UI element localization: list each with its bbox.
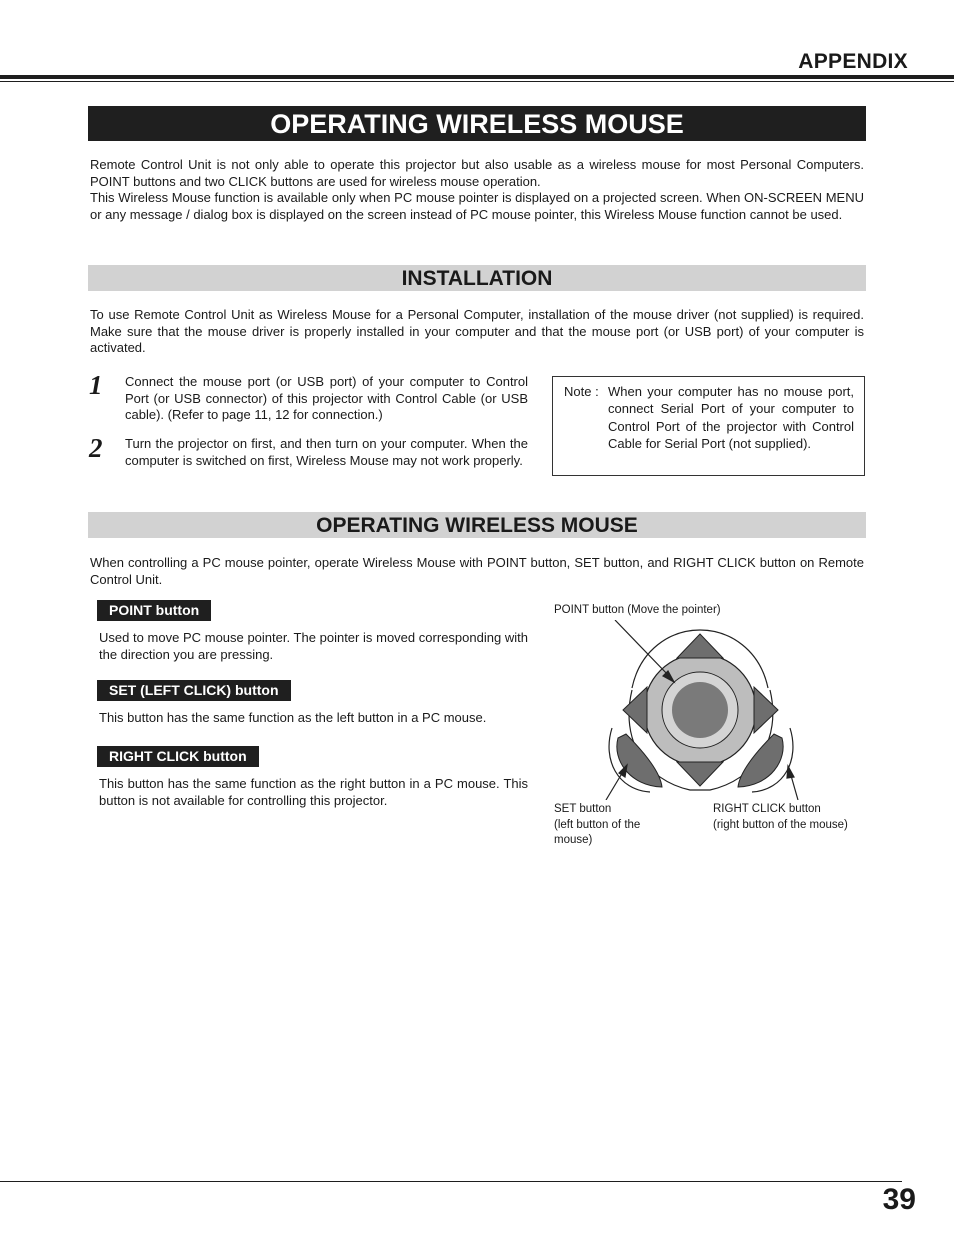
page-title: OPERATING WIRELESS MOUSE <box>88 106 866 141</box>
intro-paragraph-2: This Wireless Mouse function is available only when PC mouse pointer is displayed on a projected screen. When ON-SCREEN MENU or any message / dialog box is displayed on the screen instead of PC mouse pointer, this Wireless Mouse function cannot be used. <box>90 190 864 222</box>
operating-text: When controlling a PC mouse pointer, operate Wireless Mouse with POINT button, SET button, and RIGHT CLICK button on Remote Control Unit. <box>90 555 864 587</box>
point-button-label: POINT button <box>97 600 211 621</box>
step-number-2: 2 <box>89 433 103 463</box>
arrow-up-icon <box>677 634 723 658</box>
arrow-left-icon <box>623 687 647 733</box>
set-caption-line-3: mouse) <box>554 834 593 846</box>
installation-heading: INSTALLATION <box>88 265 866 291</box>
arrow-down-icon <box>677 762 723 786</box>
note-text: When your computer has no mouse port, connect Serial Port of your computer to Control Port of the projector with Control Cable for Serial Port (not supplied). <box>608 384 854 451</box>
right-caption-line-1: RIGHT CLICK button <box>713 803 821 815</box>
header-rule <box>0 75 954 79</box>
note-box <box>552 376 865 476</box>
set-caption-line-1: SET button <box>554 803 612 815</box>
point-center-cap <box>672 682 728 738</box>
right-click-button-label: RIGHT CLICK button <box>97 746 259 767</box>
intro-paragraph-1: Remote Control Unit is not only able to operate this projector but also usable as a wireless mouse for most Personal Computers. POINT buttons and two CLICK buttons are used for wireless mouse operation. <box>90 157 864 189</box>
set-caption-line-2: (left button of the <box>554 818 641 831</box>
header-rule-thin <box>0 81 954 82</box>
remote-mouse-diagram <box>600 620 800 800</box>
set-caption <box>554 802 640 849</box>
step-text-2: Turn the projector on first, and then turn on your computer. When the computer is switched on first, Wireless Mouse may not work properly. <box>125 436 528 468</box>
operating-heading: OPERATING WIRELESS MOUSE <box>88 512 866 538</box>
right-caption-line-2: (right button of the mouse) <box>713 818 848 831</box>
set-button-label: SET (LEFT CLICK) button <box>97 680 291 701</box>
step-text-1: Connect the mouse port (or USB port) of your computer to Control Port (or USB connector) of this projector with Control Cable (or USB cable). (Refer to page 11, 12 for connection.) <box>125 374 528 422</box>
right-click-button-desc: This button has the same function as the right button in a PC mouse. This button is not available for controlling this projector. <box>99 776 528 808</box>
section-header: APPENDIX <box>798 50 908 73</box>
note-label: Note : <box>564 384 599 399</box>
step-number-1: 1 <box>89 370 103 400</box>
point-caption: POINT button (Move the pointer) <box>554 604 721 616</box>
point-button-desc: Used to move PC mouse pointer. The pointer is moved corresponding with the direction you are pressing. <box>99 630 528 662</box>
arrow-right-icon <box>754 687 778 733</box>
page-number: 39 <box>882 1183 916 1216</box>
installation-text: To use Remote Control Unit as Wireless Mouse for a Personal Computer, installation of the mouse driver (not supplied) is required. Make sure that the mouse driver is properly installed in your computer and that the mouse port (or USB port) of your computer is activated. <box>90 307 864 355</box>
right-caption <box>713 802 848 833</box>
set-button-desc: This button has the same function as the left button in a PC mouse. <box>99 710 487 725</box>
footer-rule <box>0 1181 902 1182</box>
